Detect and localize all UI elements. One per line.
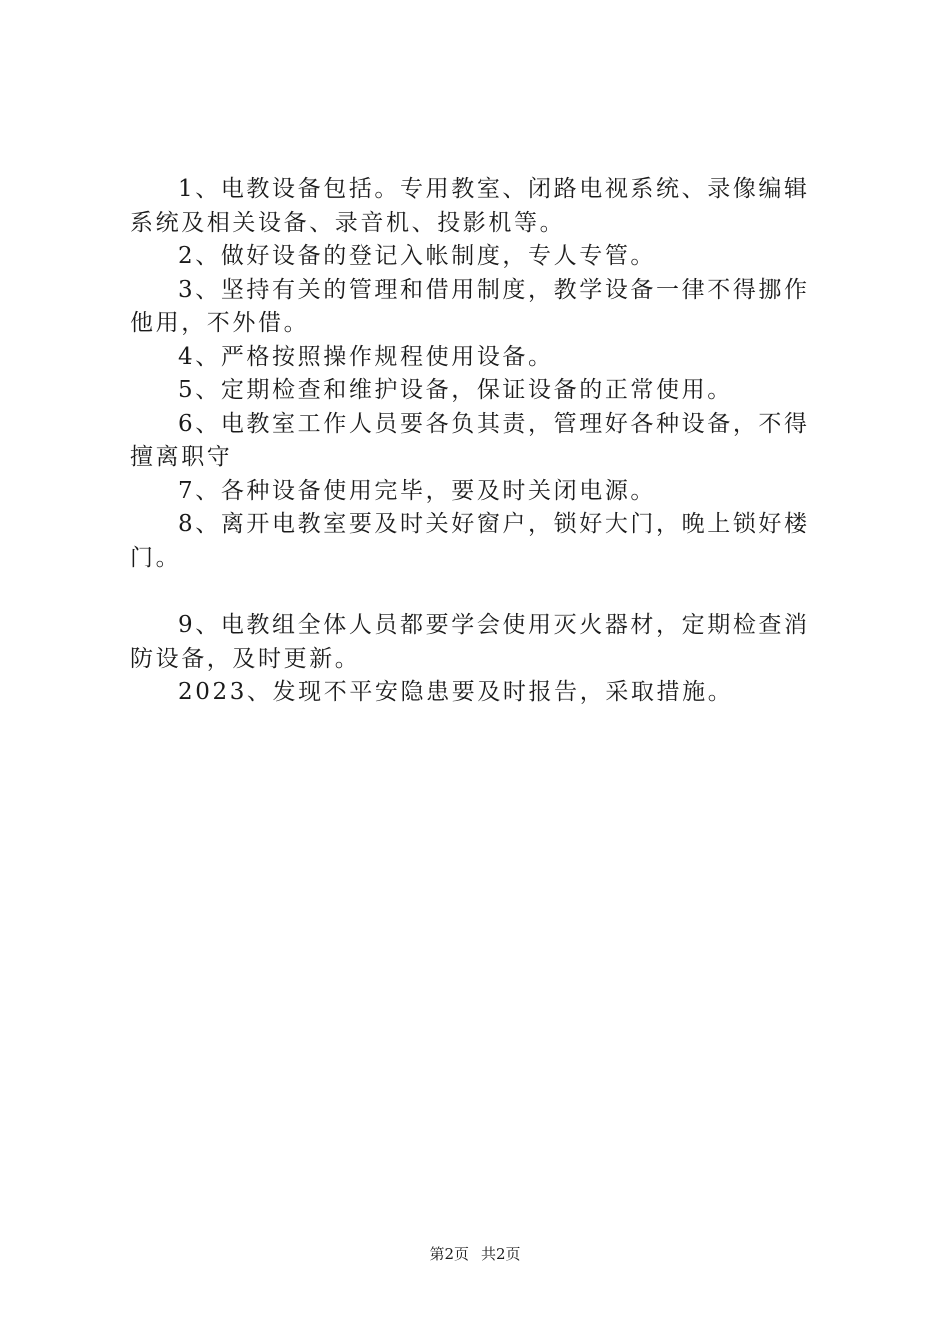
- page-footer: [0, 1243, 950, 1265]
- paragraph-item-6: 6、电教室工作人员要各负其责，管理好各种设备，不得擅离职守: [130, 410, 810, 470]
- paragraph-item-5: 5、定期检查和维护设备，保证设备的正常使用。: [178, 377, 733, 403]
- page-total: 共2页: [481, 1245, 521, 1263]
- paragraph-item-10: 2023、发现不平安隐患要及时报告，采取措施。: [178, 679, 734, 705]
- paragraph-item-9: 9、电教组全体人员都要学会使用灭火器材，定期检查消防设备，及时更新。: [130, 612, 810, 672]
- page-number: 第2页: [429, 1245, 469, 1263]
- paragraph-item-4: 4、严格按照操作规程使用设备。: [178, 343, 554, 370]
- paragraph-item-1: 1、电教设备包括。专用教室、闭路电视系统、录像编辑系统及相关设备、录音机、投影机等。: [130, 176, 810, 236]
- paragraph-item-2: 2、做好设备的登记入帐制度，专人专管。: [178, 243, 657, 269]
- paragraph-item-3: 3、坚持有关的管理和借用制度，教学设备一律不得挪作他用，不外借。: [130, 276, 810, 336]
- document-body: [130, 173, 835, 710]
- paragraph-item-7: 7、各种设备使用完毕，要及时关闭电源。: [178, 477, 657, 504]
- paragraph-item-8: 8、离开电教室要及时关好窗户，锁好大门，晚上锁好楼门。: [130, 511, 810, 571]
